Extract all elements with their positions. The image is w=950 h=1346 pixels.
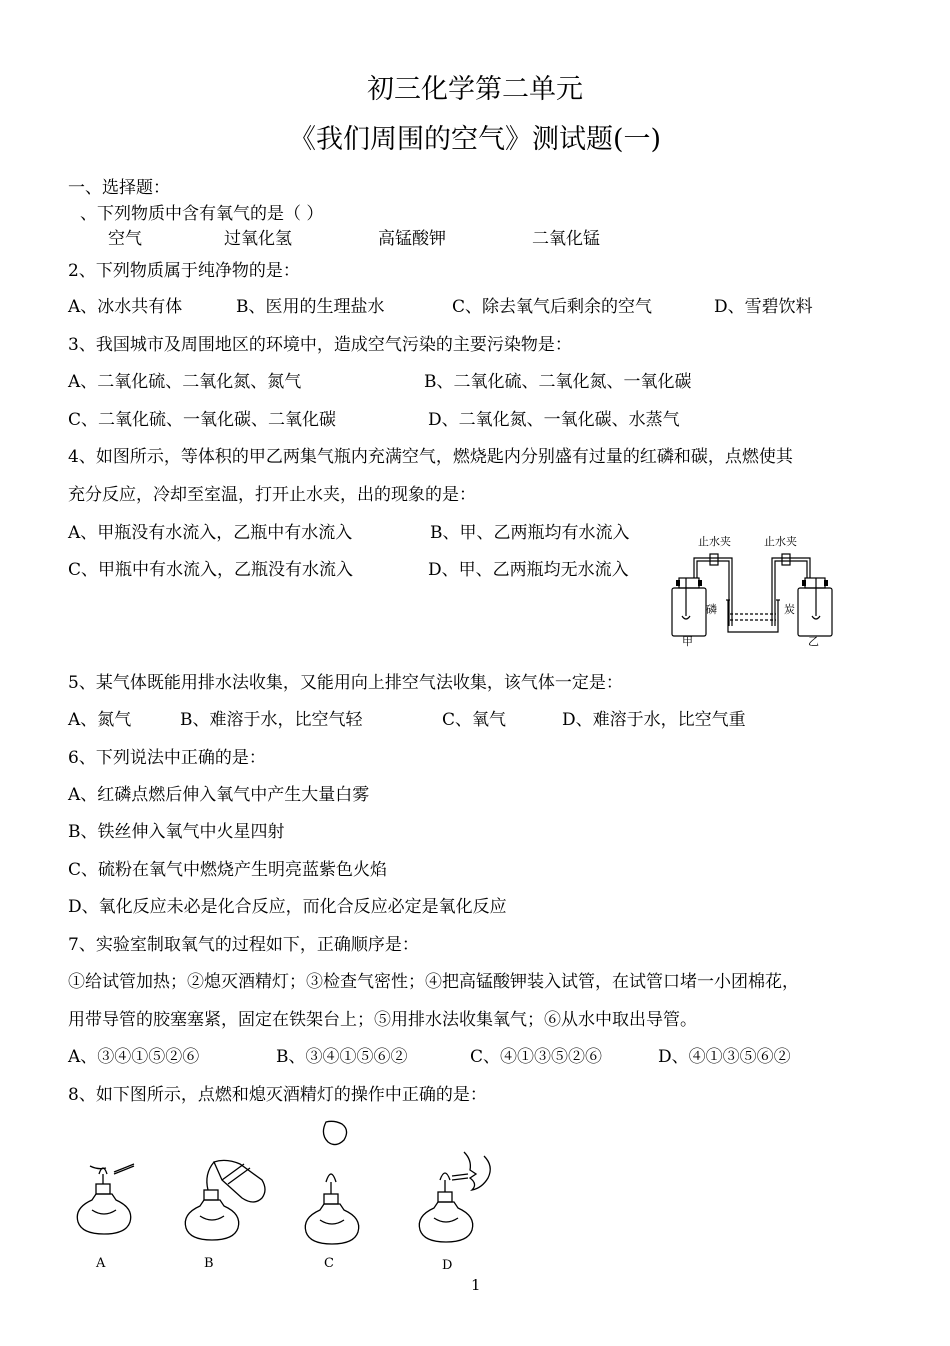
q6-option: A、红磷点燃后伸入氧气中产生大量白雾 xyxy=(68,785,370,805)
lamp-figure-b xyxy=(178,1150,273,1270)
q3-option: D、二氧化氮、一氧化碳、水蒸气 xyxy=(428,410,680,430)
q1-option: 过氧化氢 xyxy=(224,229,292,249)
lamp-label-c: C xyxy=(324,1256,334,1271)
q7-option: C、④①③⑤②⑥ xyxy=(470,1047,603,1067)
lamp-figure-c xyxy=(298,1118,368,1270)
q6-stem: 6、下列说法中正确的是： xyxy=(68,748,266,768)
lamp-figure-a xyxy=(70,1160,140,1270)
q7-stem: 7、实验室制取氧气的过程如下，正确顺序是： xyxy=(68,935,419,955)
q2-stem: 2、下列物质属于纯净物的是： xyxy=(68,261,300,281)
lamp-label-d: D xyxy=(442,1258,453,1273)
q5-option: B、难溶于水，比空气轻 xyxy=(180,710,363,730)
phosphorus-label: 磷 xyxy=(706,603,717,616)
q1-option: 空气 xyxy=(108,229,142,249)
q6-option: B、铁丝伸入氧气中火星四射 xyxy=(68,822,285,842)
lamp-figure-d xyxy=(412,1148,496,1273)
q6-option: C、硫粉在氧气中燃烧产生明亮蓝紫色火焰 xyxy=(68,860,388,880)
q5-option: C、氧气 xyxy=(442,710,507,730)
q5-option: D、难溶于水，比空气重 xyxy=(562,710,746,730)
lamp-label-a: A xyxy=(96,1256,106,1271)
q4-option: A、甲瓶没有水流入，乙瓶中有水流入 xyxy=(68,523,353,543)
q5-stem: 5、某气体既能用排水法收集，又能用向上排空气法收集，该气体一定是： xyxy=(68,673,623,693)
q2-option: D、雪碧饮料 xyxy=(714,297,813,317)
page-number: 1 xyxy=(471,1276,481,1294)
q7-option: D、④①③⑤⑥② xyxy=(658,1047,791,1067)
q2-option: C、除去氧气后剩余的空气 xyxy=(452,297,653,317)
q4-option: D、甲、乙两瓶均无水流入 xyxy=(428,560,629,580)
carbon-label: 炭 xyxy=(784,603,795,616)
q7-option: A、③④①⑤②⑥ xyxy=(68,1047,200,1067)
q3-option: A、二氧化硫、二氧化氮、氮气 xyxy=(68,372,302,392)
lamp-label-b: B xyxy=(204,1256,214,1271)
q4-option: B、甲、乙两瓶均有水流入 xyxy=(430,523,630,543)
section-heading: 一、选择题： xyxy=(68,178,170,198)
q8-stem: 8、如下图所示，点燃和熄灭酒精灯的操作中正确的是： xyxy=(68,1085,487,1105)
q4-apparatus-figure xyxy=(666,530,838,650)
q4-stem: 充分反应，冷却至室温，打开止水夹，出的现象的是： xyxy=(68,485,476,505)
clamp-label-left: 止水夹 xyxy=(698,535,731,548)
q2-option: A、冰水共有体 xyxy=(68,297,183,317)
q7-option: B、③④①⑤⑥② xyxy=(276,1047,408,1067)
q3-option: B、二氧化硫、二氧化氮、一氧化碳 xyxy=(424,372,692,392)
q1-option: 高锰酸钾 xyxy=(378,229,446,249)
q4-stem: 4、如图所示，等体积的甲乙两集气瓶内充满空气，燃烧匙内分别盛有过量的红磷和碳，点燃使其 xyxy=(68,447,793,467)
q7-steps: ①给试管加热；②熄灭酒精灯；③检查气密性；④把高锰酸钾装入试管，在试管口堵一小团棉花， xyxy=(68,972,799,992)
q1-stem: 、下列物质中含有氧气的是（ ） xyxy=(80,204,324,224)
q6-option: D、氧化反应未必是化合反应，而化合反应必定是氧化反应 xyxy=(68,897,507,917)
doc-subtitle: 《我们周围的空气》测试题(一) xyxy=(288,124,662,155)
q1-option: 二氧化锰 xyxy=(532,229,600,249)
clamp-label-right: 止水夹 xyxy=(764,535,797,548)
q3-option: C、二氧化硫、一氧化碳、二氧化碳 xyxy=(68,410,337,430)
q4-option: C、甲瓶中有水流入，乙瓶没有水流入 xyxy=(68,560,354,580)
q2-option: B、医用的生理盐水 xyxy=(236,297,385,317)
bottle-label-a: 甲 xyxy=(682,635,693,648)
doc-title: 初三化学第二单元 xyxy=(367,74,583,105)
bottle-label-b: 乙 xyxy=(808,635,819,648)
q3-stem: 3、我国城市及周围地区的环境中，造成空气污染的主要污染物是： xyxy=(68,335,572,355)
q7-steps: 用带导管的胶塞塞紧，固定在铁架台上；⑤用排水法收集氧气；⑥从水中取出导管。 xyxy=(68,1010,697,1030)
q5-option: A、氮气 xyxy=(68,710,132,730)
